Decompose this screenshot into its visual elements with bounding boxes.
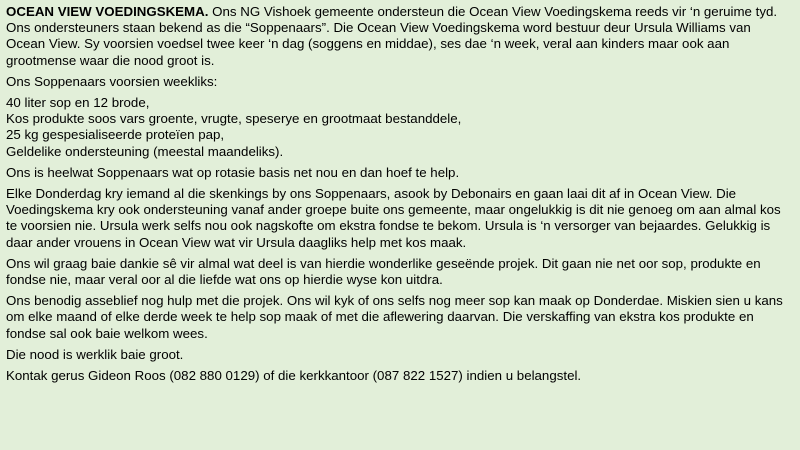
- list-item: Kos produkte soos vars groente, vrugte, speserye en grootmaat bestanddele,: [6, 111, 462, 127]
- weekly-list: [6, 95, 792, 160]
- list-item: 40 liter sop en 12 brode,: [6, 95, 150, 111]
- help-needed-paragraph: Ons benodig asseblief nog hulp met die projek. Ons wil kyk of ons selfs nog meer sop kan maak op Donderdae. Miskien sien u kans om elke maand of elke derde week te help sop maak of met die aflewering daarvan. Die verskaffing van ekstra kos produkte en fondse sal ook baie welkom wees.: [6, 293, 783, 341]
- intro-text: Ons NG Vishoek gemeente ondersteun die Ocean View Voedingskema reeds vir ‘n geruime tyd. Ons ondersteuners staan bekend as die “Soppenaars”. Die Ocean View Voedingskema word bestuur deur Ursula Williams van Ocean View. Sy voorsien voedsel twee keer ‘n dag (soggens en middae), ses dae ‘n week, veral aan kinders maar ook aan grootmense waar die nood groot is.: [6, 4, 778, 68]
- list-item: 25 kg gespesialiseerde proteïen pap,: [6, 127, 225, 143]
- intro-paragraph: [6, 4, 792, 69]
- intro-title: OCEAN VIEW VOEDINGSKEMA.: [6, 4, 209, 19]
- list-item: Geldelike ondersteuning (meestal maandeliks).: [6, 143, 284, 159]
- thanks-paragraph: Ons wil graag baie dankie sê vir almal wat deel is van hierdie wonderlike geseënde projek. Dit gaan nie net oor sop, produkte en fondse nie, maar veral oor al die liefde wat ons op hierdie wyse kon uitdra.: [6, 255, 761, 288]
- rotation-paragraph: Ons is heelwat Soppenaars wat op rotasie basis net nou en dan hoef te help.: [6, 164, 460, 180]
- need-paragraph: Die nood is werklik baie groot.: [6, 346, 184, 362]
- weekly-heading: Ons Soppenaars voorsien weekliks:: [6, 73, 218, 89]
- donations-paragraph: Elke Donderdag kry iemand al die skenkings by ons Soppenaars, asook by Debonairs en gaan laai dit af in Ocean View. Die Voedingskema kry ook ondersteuning vanaf ander groepe buite ons gemeente, maar ongelukkig is dit nie genoeg om aan almal kos te voorsien nie. Ursula werk selfs nou ook nagskofte om ekstra fondse te bekom. Ursula is ‘n versorger van bejaardes. Gelukkig is daar ander vrouens in Ocean View wat vir Ursula daagliks help met kos maak.: [6, 186, 781, 250]
- contact-paragraph: Kontak gerus Gideon Roos (082 880 0129) of die kerkkantoor (087 822 1527) indien u belangstel.: [6, 368, 582, 384]
